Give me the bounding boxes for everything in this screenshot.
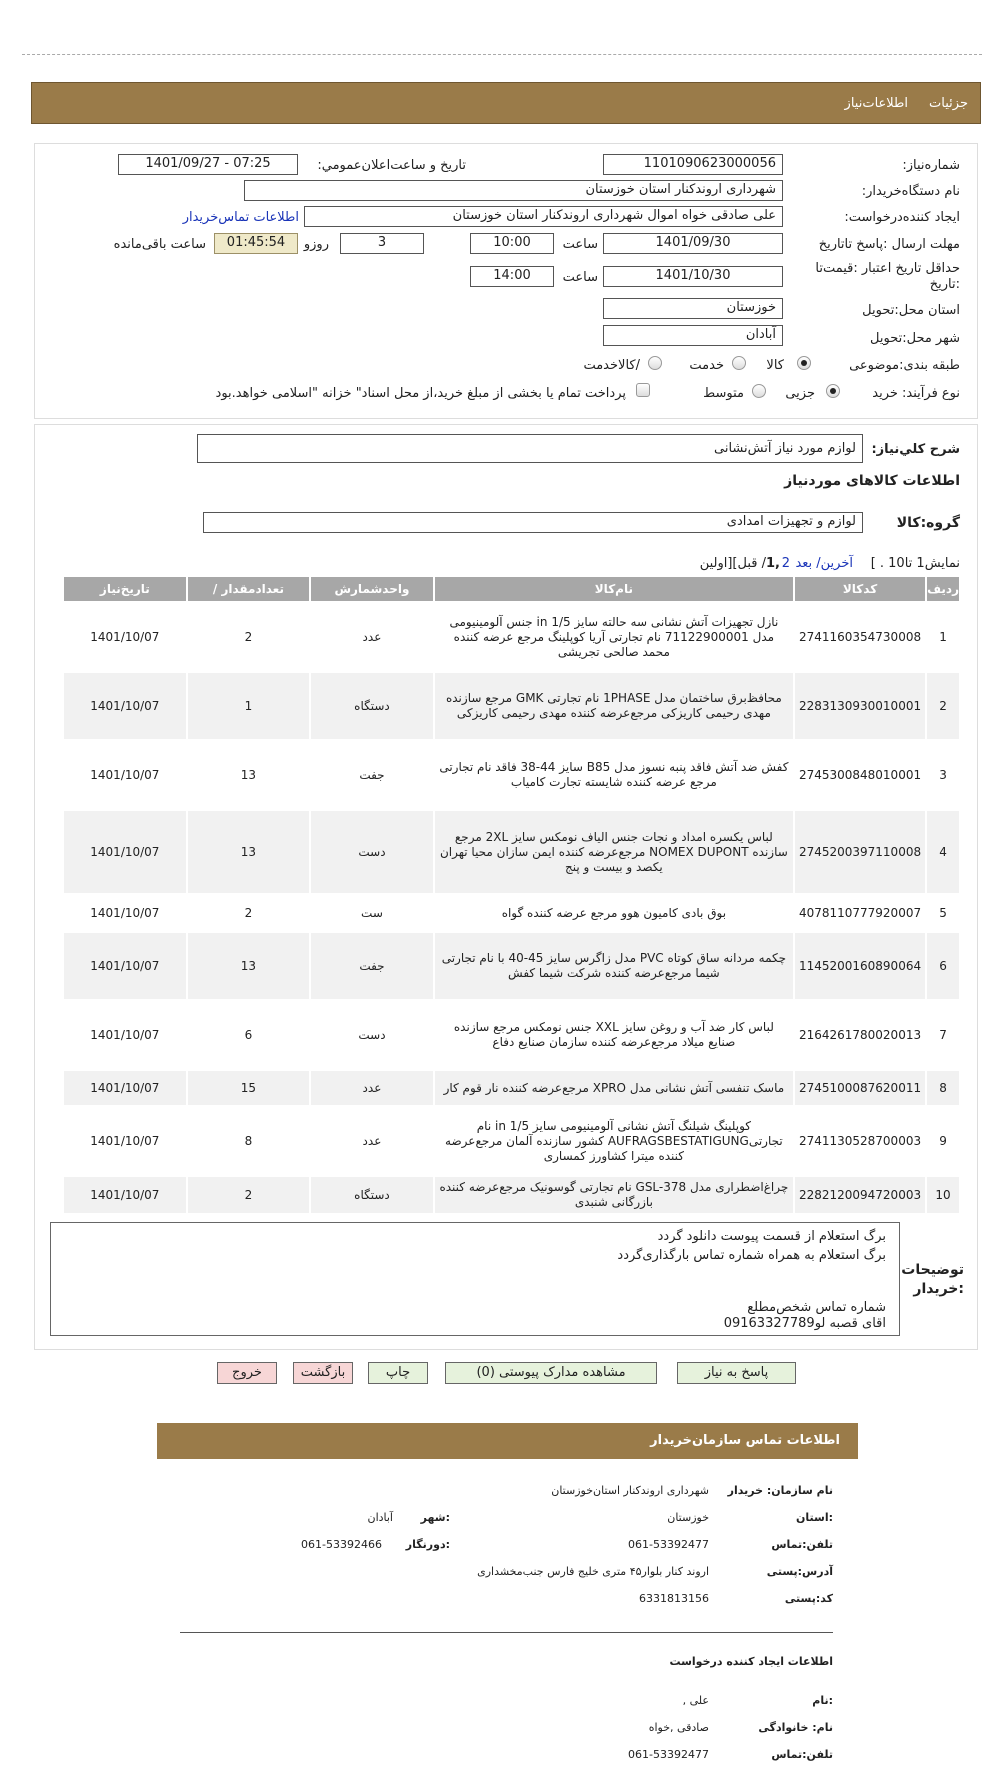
row-qty: 13	[187, 740, 310, 810]
row-name: ماسک تنفسی آتش نشانی مدل XPRO مرجع‌عرضه کننده نار قوم کار	[434, 1070, 794, 1106]
creator-info-title: اطلاعات ایجاد کننده‌ درخواست	[669, 1655, 833, 1668]
row-unit: دست	[310, 1000, 434, 1070]
contact-city-value: آبادان	[367, 1511, 393, 1524]
treasury-payment-checkbox[interactable]	[636, 383, 650, 397]
view-attachments-button[interactable]: مشاهده مدارک پیوستی (0)	[445, 1362, 657, 1384]
table-row	[63, 672, 960, 740]
row-date: 1401/10/07	[63, 740, 187, 810]
contact-city-label: :شهر	[420, 1511, 450, 1524]
table-row	[63, 932, 960, 1000]
notes-line-1: برگ استعلام از قسمت پیوست دانلود گردد	[657, 1229, 886, 1244]
row-unit: عدد	[310, 602, 434, 672]
row-name: نازل تجهیزات آتش نشانی سه حالته سایز 1/5 in جنس آلومینیومی مدل 71122900001 نام تجارتی آریا کوپلینگ مرجع عرضه کننده محمد صالحی تجریشی	[434, 602, 794, 672]
validity-time-field: 14:00	[470, 266, 554, 287]
row-index: 1	[926, 602, 960, 672]
row-name: چراغ‌اضطراری مدل GSL-378 نام تجارتی گوسونیک مرجع‌عرضه کننده بازرگانی شنبدی	[434, 1176, 794, 1214]
days-field: 3	[340, 233, 424, 254]
row-index: 5	[926, 894, 960, 932]
col-need-date: تاریخ‌نیاز	[63, 576, 187, 602]
group-field: لوازم و تجهیزات امدادی	[203, 512, 863, 533]
row-qty: 2	[187, 1176, 310, 1214]
row-index: 3	[926, 740, 960, 810]
row-date: 1401/10/07	[63, 1000, 187, 1070]
col-name: نام‌کالا	[434, 576, 794, 602]
row-name: محافظ‌برق ساختمان مدل 1PHASE نام تجارتی GMK مرجع سازنده مهدی رحیمی کاریزکی مرجع‌عرضه کننده مهدی رحیمی کاریزکی	[434, 672, 794, 740]
deadline-date-field: 1401/09/30	[603, 233, 783, 254]
deadline-time-field: 10:00	[470, 233, 554, 254]
contact-province-label: :استان	[796, 1511, 833, 1524]
row-unit: عدد	[310, 1106, 434, 1176]
row-index: 2	[926, 672, 960, 740]
countdown-timer: 01:45:54	[214, 233, 298, 254]
category-goods-radio[interactable]	[797, 356, 811, 370]
table-row	[63, 740, 960, 810]
row-code: 2745100087620011	[794, 1070, 926, 1106]
table-row	[63, 1000, 960, 1070]
buyer-contact-title: اطلاعات تماس سازمان‌خریدار	[650, 1433, 840, 1448]
row-name: کوپلینگ شیلنگ آتش نشانی آلومینیومی سایز 1/5 in نام تجارتیAUFRAGSBESTATIGUNG کشور سازنده آلمان مرجع‌عرضه کننده میترا کشاورز کمساری	[434, 1106, 794, 1176]
deadline-time-label: ساعت	[562, 237, 598, 252]
goods-info-title: اطلاعات کالاهای مورد‌نیاز	[784, 473, 960, 489]
need-number-label: شماره‌نیاز:	[902, 158, 960, 173]
general-desc-field: لوازم مورد نیاز آتش‌نشانی	[197, 434, 863, 463]
row-name: کفش ضد آتش فاقد پنبه نسوز مدل B85 سایز 44-38 فاقد نام تجارتی مرجع عرضه کننده شایسته تجارت کامیاب	[434, 740, 794, 810]
row-unit: عدد	[310, 1070, 434, 1106]
creator-label: ایجاد کننده‌درخواست:	[844, 210, 960, 225]
creator-family-value: صادقی ,خواه	[648, 1721, 709, 1734]
row-name: لباس یکسره امداد و نجات جنس الیاف نومکس سایز 2XL مرجع سازنده NOMEX DUPONT مرجع‌عرضه کننده ایمن سازان محیا تهران یکصد و بیست و پنج	[434, 810, 794, 894]
group-label: گروه‌:کالا	[896, 515, 960, 531]
table-row	[63, 602, 960, 672]
row-qty: 15	[187, 1070, 310, 1106]
delivery-province-label: استان محل:تحویل	[862, 303, 960, 318]
creator-name-label: :نام	[812, 1694, 833, 1707]
row-code: 2745200397110008	[794, 810, 926, 894]
notes-line-2: برگ استعلام به همراه شماره تماس بارگذاری‌گردد	[617, 1248, 886, 1263]
row-date: 1401/10/07	[63, 1176, 187, 1214]
print-button[interactable]: چاپ	[368, 1362, 428, 1384]
row-unit: دستگاه	[310, 1176, 434, 1214]
row-code: 1145200160890064	[794, 932, 926, 1000]
treasury-payment-text: پرداخت تمام یا بخشی از مبلغ خرید،از محل اسناد" خزانه "اسلامی خواهد.بود	[215, 386, 626, 401]
prev-first-text: / قبل][اولین	[699, 556, 766, 571]
row-name: چکمه مردانه ساق کوتاه PVC مدل زاگرس سایز 45-40 با نام تجارتی شیما مرجع‌عرضه کننده شرکت شیما کفش	[434, 932, 794, 1000]
row-index: 8	[926, 1070, 960, 1106]
validity-label-2: :تاریخ	[929, 277, 960, 292]
row-index: 7	[926, 1000, 960, 1070]
validity-time-label: ساعت	[562, 270, 598, 285]
contact-phone-label: تلفن:تماس	[771, 1538, 833, 1551]
row-index: 10	[926, 1176, 960, 1214]
table-row	[63, 1176, 960, 1214]
buyer-notes-label: توضیحات	[901, 1262, 964, 1278]
items-table	[62, 575, 961, 1215]
row-code: 2745300848010001	[794, 740, 926, 810]
exit-button[interactable]: خروج	[217, 1362, 277, 1384]
table-row	[63, 1070, 960, 1106]
remaining-label: ساعت باقی‌مانده	[113, 237, 206, 252]
creator-family-label: نام: خانوادگی	[758, 1721, 833, 1734]
notes-line-3: شماره تماس شخص‌مطلع	[747, 1300, 886, 1315]
items-table-header	[63, 576, 960, 602]
days-label: روزو	[303, 237, 329, 252]
need-info-title: اطلاعات‌نیاز	[844, 96, 908, 111]
contact-divider	[180, 1632, 833, 1633]
creator-field: علی صادقی خواه اموال شهرداری اروندکنار استان خوزستان	[304, 206, 783, 227]
process-medium-label: متوسط	[703, 386, 744, 401]
validity-date-field: 1401/10/30	[603, 266, 783, 287]
row-code: 4078110777920007	[794, 894, 926, 932]
col-row: ردیف	[926, 576, 960, 602]
row-date: 1401/10/07	[63, 602, 187, 672]
row-qty: 2	[187, 894, 310, 932]
row-unit: جفت	[310, 740, 434, 810]
announce-label: تاریخ و ساعت‌اعلان‌عمومي:	[317, 158, 466, 173]
delivery-city-label: شهر محل:تحویل	[870, 331, 960, 346]
category-goods-service-radio[interactable]	[648, 356, 662, 370]
row-code: 2283130930010001	[794, 672, 926, 740]
row-name: بوق بادی کامیون هوو مرجع عرضه کننده گواه	[434, 894, 794, 932]
creator-name-value: علی ,	[682, 1694, 709, 1707]
row-date: 1401/10/07	[63, 1070, 187, 1106]
category-goods-label: کالا	[766, 358, 784, 373]
table-row	[63, 894, 960, 932]
row-index: 4	[926, 810, 960, 894]
row-qty: 6	[187, 1000, 310, 1070]
row-date: 1401/10/07	[63, 1106, 187, 1176]
page-2-link[interactable]: 2	[781, 556, 790, 571]
contact-fax-label: :دورنگار	[405, 1538, 450, 1551]
contact-address-value: اروند کنار بلوار۴۵ متری خلیج فارس جنب‌مخشداری	[477, 1565, 709, 1578]
back-button[interactable]: بازگشت	[293, 1362, 353, 1384]
category-service-label: خدمت	[689, 358, 724, 373]
delivery-province-field: خوزستان	[603, 298, 783, 319]
category-service-radio[interactable]	[732, 356, 746, 370]
details-link[interactable]: جزئیات	[929, 96, 968, 111]
contact-phone-value: 061-53392477	[628, 1538, 709, 1551]
announce-field: 1401/09/27 - 07:25	[118, 154, 298, 175]
contact-postal-value: 6331813156	[639, 1592, 709, 1605]
buyer-notes-label-2: :خریدار	[913, 1281, 964, 1297]
table-row	[63, 1106, 960, 1176]
contact-org-value: شهرداری اروندکنار استان‌خوزستان	[551, 1484, 709, 1497]
header-bar	[31, 82, 981, 124]
process-partial-label: جزیی	[785, 386, 815, 401]
row-code: 2164261780020013	[794, 1000, 926, 1070]
contact-org-label: نام سازمان: خریدار	[727, 1484, 833, 1497]
reply-button[interactable]: پاسخ به نیاز	[677, 1362, 796, 1384]
row-unit: دستگاه	[310, 672, 434, 740]
col-unit: واحد‌شمارش	[310, 576, 434, 602]
contact-address-label: آدرس:پستی	[766, 1565, 833, 1578]
page-1-current: ,1	[766, 556, 780, 571]
row-qty: 1	[187, 672, 310, 740]
process-label: نوع فرآیند: خرید	[872, 386, 960, 401]
row-code: 2282120094720003	[794, 1176, 926, 1214]
buyer-notes-box	[50, 1222, 900, 1336]
notes-line-4: اقای قصبه لو09163327789	[723, 1316, 886, 1331]
col-code: کدکالا	[794, 576, 926, 602]
pagination-prefix: نمایش1 تا10 . ]	[870, 556, 960, 571]
row-unit: دست	[310, 810, 434, 894]
creator-phone-label: تلفن:تماس	[771, 1748, 833, 1761]
creator-phone-value: 061-53392477	[628, 1748, 709, 1761]
validity-label: حداقل تاریخ اعتبار :قیمت‌تا	[815, 261, 960, 276]
category-label: طبقه بندی:موضوعی	[849, 358, 960, 373]
category-goods-service-label: /کالاخدمت	[583, 358, 640, 373]
top-divider	[22, 54, 982, 55]
row-code: 2741130528700003	[794, 1106, 926, 1176]
row-code: 2741160354730008	[794, 602, 926, 672]
contact-province-value: خوزستان	[667, 1511, 709, 1524]
row-date: 1401/10/07	[63, 894, 187, 932]
row-date: 1401/10/07	[63, 932, 187, 1000]
buyer-contact-bar	[157, 1423, 858, 1459]
process-partial-radio[interactable]	[826, 384, 840, 398]
contact-fax-value: 061-53392466	[301, 1538, 382, 1551]
row-unit: جفت	[310, 932, 434, 1000]
row-index: 9	[926, 1106, 960, 1176]
row-qty: 2	[187, 602, 310, 672]
row-date: 1401/10/07	[63, 810, 187, 894]
row-qty: 13	[187, 932, 310, 1000]
buyer-contact-link[interactable]: اطلاعات تماس‌خریدار	[182, 210, 299, 225]
delivery-city-field: آبادان	[603, 325, 783, 346]
row-date: 1401/10/07	[63, 672, 187, 740]
buyer-field: شهرداری اروندکنار استان خوزستان	[244, 180, 783, 201]
buyer-label: نام دستگاه‌خریدار:	[861, 184, 960, 199]
deadline-label: مهلت ارسال :پاسخ تا‌تاریخ	[818, 237, 960, 252]
row-qty: 8	[187, 1106, 310, 1176]
process-medium-radio[interactable]	[752, 384, 766, 398]
table-row	[63, 810, 960, 894]
row-unit: ست	[310, 894, 434, 932]
col-quantity: / تعداد‌مقدار	[187, 576, 310, 602]
contact-postal-label: کد:پستی	[784, 1592, 833, 1605]
last-next-link[interactable]: آخرین/ بعد	[795, 556, 853, 571]
row-name: لباس کار ضد آب و روغن سایز XXL جنس نومکس مرجع سازنده صنایع میلاد مرجع‌عرضه کننده سازمان صنایع دفاع	[434, 1000, 794, 1070]
row-qty: 13	[187, 810, 310, 894]
need-number-field: 1101090623000056	[603, 154, 783, 175]
row-index: 6	[926, 932, 960, 1000]
general-desc-label: شرح کلي‌نیاز:	[871, 442, 960, 457]
